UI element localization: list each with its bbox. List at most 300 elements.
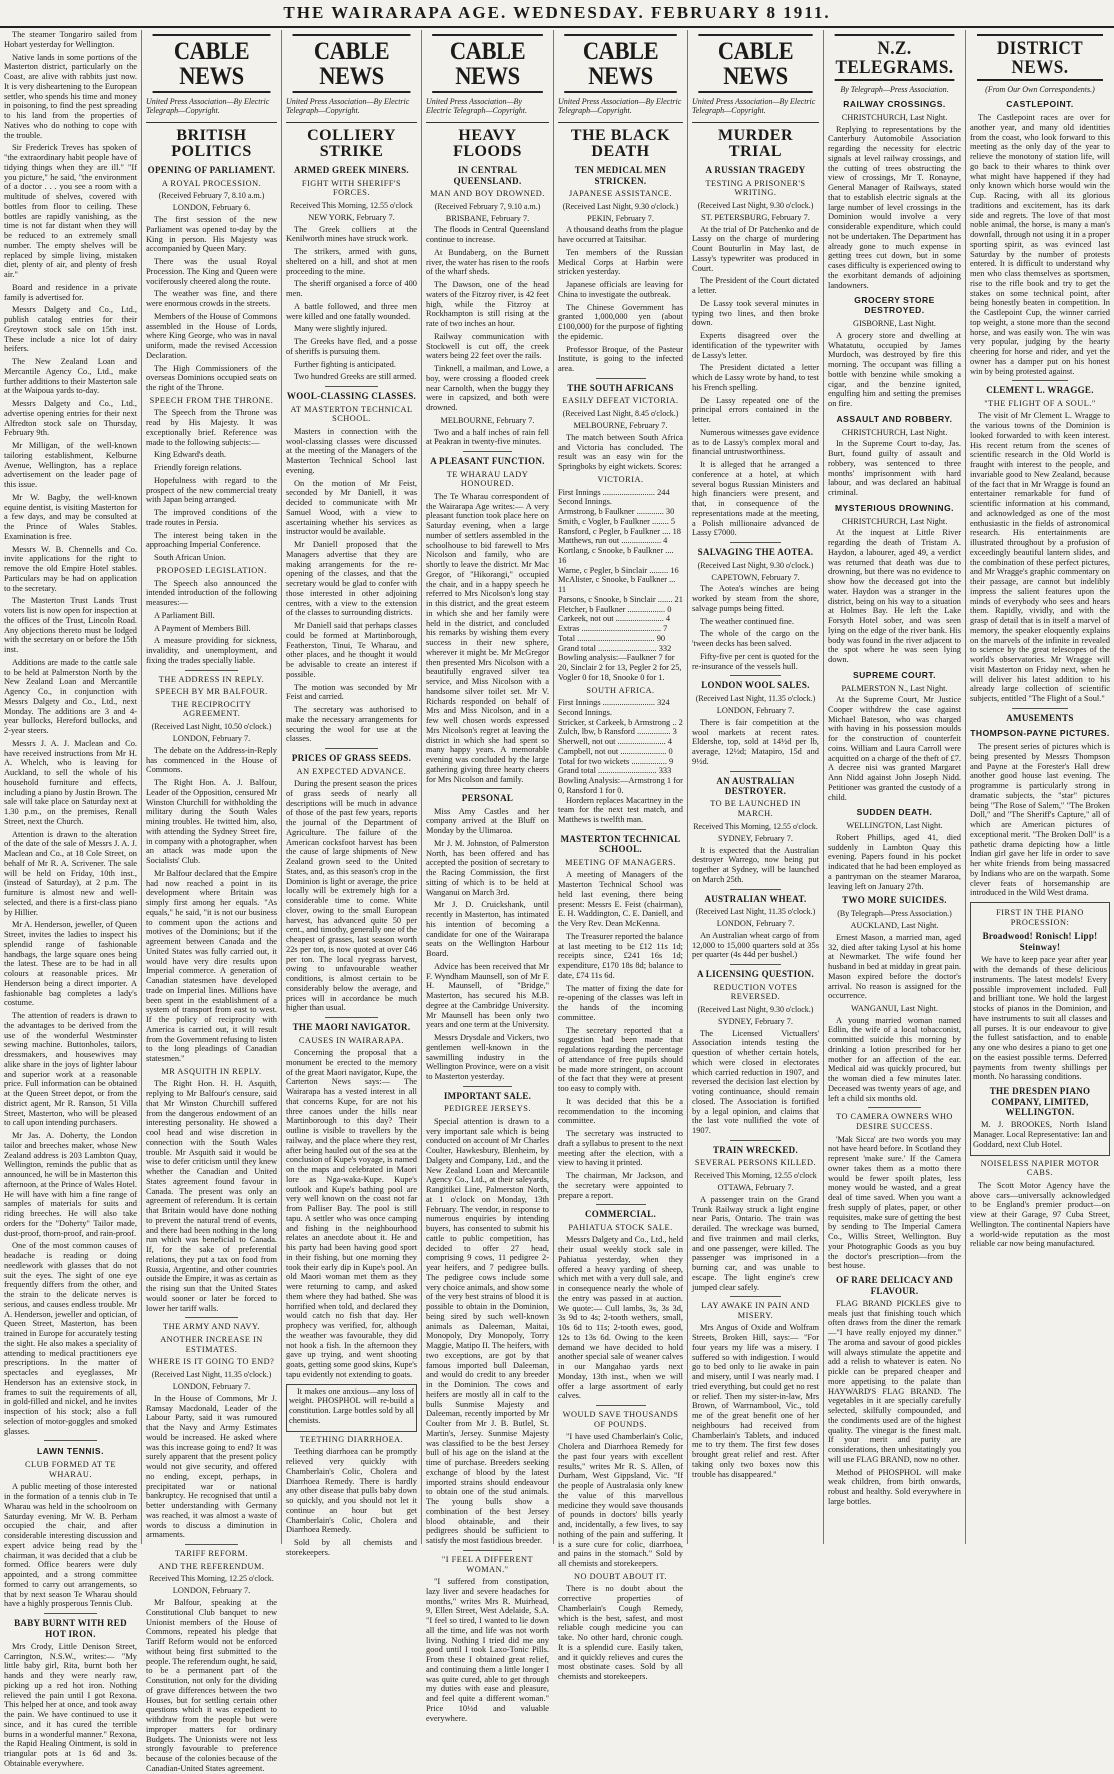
story-paragraph: Experts disagreed over the identification of the typewriter with de Lassy's letter.: [692, 331, 819, 360]
story-paragraph: Mr Daniell proposed that the Managers advertise that they are making arrangements for the re-opening of the classes, and that the secretary would be glad to confer with those interested in other adjoining centres, with a view to the extension of the classes to surrounding districts.: [286, 540, 417, 618]
divider: [44, 1440, 97, 1441]
story-paragraph: The first session of the new Parliament was opened to-day by the King in person. His Majesty was accompanied by Queen Mary.: [146, 215, 277, 254]
subheading: GROCERY STORE DESTROYED.: [854, 295, 935, 316]
story-paragraph: The debate on the Address-in-Reply has commenced in the House of Commons.: [146, 745, 277, 775]
story-paragraph: The floods in Central Queensland continue to increase.: [426, 225, 549, 245]
story-paragraph: Board and residence in a private family is advertised for.: [4, 282, 137, 302]
story-paragraph: At the inquest at Little River regarding the death of Tristam A. Haydon, a labourer, aged 49, a verdict was returned that death was due to drowning, but there was no evidence to show how the deceased got into the water. Haydon was a stranger in the district, being on his way to a situation at Holmes Bay. He left the Lake Forsyth Hotel sober, and was seen lying on the edge of the river bank. His body was found in the river adjacent to the spot where he was seen lying down.: [828, 528, 961, 664]
story-paragraph: The weather continued fine.: [700, 616, 794, 626]
story-paragraph: "I suffered from constipation, lazy liver and severe headaches for months," writes Mrs R. Muirhead, 9, Ellen Street, West Adelaide, S.A. "I feel so tired, I wanted to lie down all the time, and life was not worth living. Nothing I tried did me any good until I took Laxo-Tonic Pills. From these I obtained great relief, and continuing them a little longer I was quite cured, able to get through my duties with ease and pleasure, and feel quite a different woman." Price 10½d and valuable everywhere.: [426, 1577, 549, 1723]
received-line: (Received Last Night, 9.30 o'clock.): [697, 560, 814, 570]
story-body: [426, 807, 549, 1082]
story-paragraph: A meeting of Managers of the Masterton Technical School was held last evening, there being present: Messrs E. Feist (chairman), E. H. Waddington, C. E. Daniell, and the Very Rev. Dean McKenna.: [558, 870, 683, 929]
cable-news-banner: CABLE NEWS: [293, 34, 411, 93]
story-paragraph: A young married woman named Edlin, the wife of a local tobacconist, committed suicide this morning by drinking a lotion prescribed for her mother for an affection of the ear. Medical aid was quickly procured, but the woman died a few minutes later. Deceased was twenty years of age, and left a child six months old.: [828, 1015, 961, 1103]
story-paragraph: Mr Jas. A. Doherty, the London tailor and breeches maker, whose New Zealand address is 203 Lambton Quay, Wellington, reminds the public that as announced, he will be in Masterton this afternoon, at the Prince of Wales Hotel. He will have with him a fine range of samples of materials for suits and riding breeches. He will also take orders for the "Doherty" Tailor made, dust-proof, thorn-proof, and rain-proof.: [4, 1131, 137, 1238]
story-paragraph: It is alleged that he arranged a conference at a hotel, at which several bogus Russian Ministers and high financiers were present, and that, in consequence of the representations made at the meeting, a Polish millionaire advanced de Lassy £7000.: [692, 460, 819, 538]
ad-text: We have to keep pace year after year with the demands of these delicious instruments. The latest models! Every possible improvement included. Full and brilliant tone. We hold the largest stocks of pianos in the Dominion, and have instruments to suit all classes and all purses. It is our endeavour to give the fullest satisfaction, and to enable any one who desires a piano to get one on the easiest possible terms. Deferred payments from twenty shillings per month. No harassing conditions.: [973, 955, 1107, 1082]
subheading: COMMERCIAL.: [584, 1209, 657, 1220]
subheading: "I FEEL A DIFFERENT WOMAN.": [441, 1554, 534, 1574]
subheading: "THE FLIGHT OF A SOUL.": [984, 398, 1096, 408]
divider: [463, 788, 512, 789]
story-paragraph: A passenger train on the Grand Trunk Railway struck a light engine near Paris, Ontario. The train was derailed. The wreckage was burned, and five trainmen and mail clerks, and one passenger, were killed. The passenger was imprisoned in a burning car, and was unable to escape. The light engine's crew jumped clear safely.: [692, 1194, 819, 1292]
story-paragraph: The Right Hon. H. H. Asquith, replying to Mr Balfour's censure, said that Mr Winston Churchill suffered from the dangerous endowment of an interesting personality. He showed a cool head and wise discretion in connection with the South Wales trouble. Mr Asquith said it would be wise to defer criticism until they knew whether the Canadian and United States agreement found favour in Canada. The present was only an agreement of referendum. It is certain that Britain would have done nothing to prevent the natural trend of events, and there had been nothing in the long run which was beneficial to Canada. If, for the sake of preferential relations, they put a tax on food from Russia, Argentine, and other countries outside the Empire, it was as certain as the rising sun that the United States would sooner or later be forced to lower her tariff walls.: [146, 1079, 277, 1313]
received-line: Received This Morning, 12.25 o'clock.: [149, 1574, 274, 1584]
phosphol-ad: [286, 1384, 417, 1432]
subheading: LONDON WOOL SALES.: [701, 680, 810, 691]
subheading: TARIFF REFORM.: [174, 1549, 249, 1558]
divider: [463, 1550, 512, 1551]
dateline: MELBOURNE, February 7.: [440, 415, 535, 425]
dateline: LONDON, February 6.: [172, 203, 251, 213]
piano-ad: [970, 902, 1110, 1155]
subheading: RAILWAY CROSSINGS.: [843, 99, 946, 110]
subheading: TEETHING DIARRHOEA.: [299, 1434, 404, 1444]
dateline: WANGANUI, Last Night.: [850, 1004, 939, 1013]
story-paragraph: The match between South Africa and Victoria has concluded. The result was an easy win for the Springboks by eight wickets. Scores:: [558, 432, 683, 472]
story-paragraph: Parsons, c Snooke, b Sinclair ....... 21: [558, 594, 683, 604]
story-paragraph: Fifty-five per cent is quoted for the re-insurance of the vessels hull.: [692, 651, 819, 671]
story-paragraph: Numerous witnesses gave evidence as to de Lassy's complex moral and financial untrustworthiness.: [692, 427, 819, 457]
divider: [730, 889, 781, 890]
agency-line: United Press Association—By Electric Telegraph—Copyright.: [146, 97, 270, 116]
dateline: SYDNEY, February 7.: [718, 833, 793, 843]
received-line: (Received Last Night, 9.30 o'clock.): [562, 201, 679, 211]
subheading: IMPORTANT SALE.: [443, 1090, 532, 1101]
story-paragraph: The interest being taken in the approaching Imperial Conference.: [146, 530, 277, 550]
story-paragraph: First Innings ......................... 324: [558, 698, 670, 708]
column-local-notes: [0, 30, 141, 1768]
subheading: THE ARMY AND NAVY.: [163, 1322, 260, 1332]
agency-line: United Press Association—By Electric Telegraph—Copyright.: [692, 97, 816, 116]
story-paragraph: It was decided that this be a recommendation to the incoming committee.: [558, 1096, 683, 1126]
subheading: AND THE REFERENDUM.: [158, 1561, 265, 1571]
divider: [185, 1544, 237, 1545]
dateline: MELBOURNE, February 7.: [573, 421, 668, 431]
story-paragraph: An Australian wheat cargo of from 12,000 to 15,000 quarters sold at 35s per quarter (4s 44d per bushel.): [692, 930, 819, 960]
story-paragraph: Railway communication with Stockwell is cut off, the creek waters being 22 feet over the rails.: [426, 331, 549, 361]
story-paragraph: Second Innings.: [558, 497, 612, 507]
subheading: IN CENTRAL QUEENSLAND.: [453, 165, 522, 186]
story-paragraph: Sir Frederick Treves has spoken of "the extraordinary habit people have of tidying things when they are ill." "If you picture," he said, "the environment of a doctor . . . you see a room with a multitude of shelves, covered with bottles from floor to ceiling. These bottles are rapidly vanishing, as the time is not far distant when they will be reduced to an extremely small number. The empty shelves will be replaced by simple living, mistaken diet, plenty of air, and plenty of fresh air.": [4, 143, 137, 279]
divider: [868, 1107, 921, 1108]
subheading: PAHIATUA STOCK SALE.: [568, 1222, 673, 1232]
divider: [185, 670, 237, 671]
ad-heading: FIRST IN THE PIANO PROCESSION:: [996, 908, 1084, 927]
cable-news-banner: CABLE NEWS: [564, 34, 677, 93]
story-paragraph: The motion was seconded by Mr Feist and carried.: [286, 682, 417, 702]
column-murder-trial: [687, 30, 823, 1544]
story-paragraph: Messrs Dalgety and Co., Ltd., publish catalog entries for their Greytown stock sale on 15th inst. These include a nice lot of dairy heifers.: [4, 305, 137, 354]
subheading: SUDDEN DEATH.: [856, 807, 933, 818]
story-paragraph: One of the most common causes of headache is reading or doing needlework with glasses that do not suit the eyes. The sight of one eye frequently differs from the other, and the strain to the delicate nerves is serious, and causes endless trouble. Mr A. Henderson, jeweller and optician, of Queen Street, Masterton, has been trained in Europe for accurately testing the sight. He also makes a speciality of attending to medical practitioners eye prescriptions. In the matter of spectacles and eyeglasses, Mr Henderson has an extensive stock, in frames to suit the requirements of all, in gold-filled and nickel, and he invites inspection of his stock; also a full selection of motor-goggles and smoked glasses.: [4, 1241, 137, 1436]
column-heavy-floods: [421, 30, 553, 1723]
story-paragraph: The steamer Tongariro sailed from Hobart yesterday for Wellington.: [4, 30, 137, 49]
headline: BRITISH POLITICS: [146, 122, 277, 162]
dateline: WELLINGTON, Last Night.: [846, 821, 943, 831]
subheading: CLEMENT L. WRAGGE.: [986, 385, 1094, 396]
cable-news-banner: CABLE NEWS: [698, 34, 812, 93]
tennis-heading: LAWN TENNIS.: [37, 1446, 104, 1457]
subheading: SPEECH FROM THE THRONE.: [149, 395, 274, 405]
district-news-banner: DISTRICT NEWS.: [977, 34, 1103, 81]
story-paragraph: Friendly foreign relations.: [154, 463, 242, 473]
story-paragraph: The New Zealand Loan and Mercantile Agency Co., Ltd., make further additions to their Masterton sale at the Waipoua yards to-day.: [4, 357, 137, 396]
divider: [596, 829, 646, 830]
story-paragraph: Mrs Angus of Oxide and Wolfram Streets, Broken Hill, says:— "For four years my life was a misery. I suffered so with indigestion. I would go to bed only to lie awake in pain and misery, until I was nearly mad. I tried everything, but could get no rest or relief. Then my sister-in-law, Mrs Brown, of Warrnambool, Vic., told me of the great benefit one of her neighbours had received from Chamberlain's Tablets, and induced me to try them. The first few doses brought great relief and rest. After taking only two boxes now this trouble has disappeared.": [692, 1323, 819, 1479]
story-paragraph: The improved conditions of the trade routes in Persia.: [146, 508, 277, 527]
divider: [730, 1140, 781, 1141]
subheading: JAPANESE ASSISTANCE.: [568, 189, 673, 198]
received-line: (Received February 7, 8.10 a.m.): [158, 191, 265, 201]
story-paragraph: Mr Daniell said that perhaps classes could be formed at Martinborough, Featherston, Tinui, Te Wharau, and other places, and he thought it would be advisable to create an interest if possible.: [286, 621, 417, 679]
story-paragraph: The strikers, armed with guns, sheltered on a hill, and shot at men proceeding to the mine.: [286, 247, 417, 276]
story-body: [558, 225, 683, 374]
story-paragraph: Professor Broque, of the Pasteur Institute, is going to the infected area.: [558, 344, 683, 374]
story-paragraph: The weather was fine, and there were enormous crowds in the streets.: [146, 289, 277, 309]
story-paragraph: Masters in connection with the wool-classing classes were discussed at the meeting of the Managers of the Masterton Technical School last evening.: [286, 426, 417, 475]
story-paragraph: Sherwell, not out ....................... 4: [558, 737, 672, 747]
story-paragraph: Fletcher, b Faulkner .................. 0: [558, 604, 672, 614]
story-body: [146, 746, 277, 1064]
subheading: SUPREME COURT.: [852, 669, 937, 680]
subheading: A ROYAL PROCESSION.: [161, 178, 262, 188]
story-paragraph: Total ..................................... 90: [558, 633, 666, 643]
subheading: WHERE IS IT GOING TO END?: [148, 1357, 275, 1367]
story-paragraph: Miss Amy Castles and her company arrived at the Bluff on Monday by the Ulimaroa.: [426, 806, 549, 836]
dateline: CHRISTCHURCH, Last Night.: [841, 113, 948, 123]
divider: [596, 378, 646, 379]
subheading: OPENING OF PARLIAMENT.: [147, 165, 276, 176]
story-paragraph: Zulch, lbw, b Ransford ................ 3: [558, 727, 677, 737]
story-body: [692, 584, 819, 671]
story-paragraph: FLAG BRAND PICKLES give to meals just that finishing touch which often draws from the diner the remark—"I have really enjoyed my dinner." The aroma and savour of good pickles will always stimulate the appetite and add a relish to whatever is eaten. No pickle can be prepared cheaper and more appetising to the palate than HAYWARD'S FLAG BRAND. The vegetables in it are specially carefully selected, skilfully compounded, and the condiments used are of the highest quality. The vinegar is the finest malt. If your merit and purity are considerations, then unhesitatingly you will use FLAG BRAND, now no other.: [828, 1298, 961, 1464]
subheading: THE ADDRESS IN REPLY.: [158, 674, 265, 684]
story-paragraph: Ernest Mason, a married man, aged 32, died after taking Lysol at his home at Newmarket. The wife found her husband in bed at midday in great pain. Mason expired before the doctor's arrival. No reason is assigned for the occurrence.: [828, 932, 961, 1001]
column-british-politics: [141, 30, 281, 1773]
story-paragraph: "I have used Chamberlain's Colic, Cholera and Diarrhoea Remedy for the past four years with excellent results," writes Mr R. S. Allen, of Durham, West Gippsland, Vic. "If the people of Australasia only knew the value of this marvellous medicine they would save thousands of pounds in doctors' bills yearly and, incidentally, a few lives, to say nothing of the pain and suffering. It is a sure cure for colic, diarrhoea, and pains in the stomach." Sold by all chemists and storekeepers.: [558, 1432, 683, 1569]
story-paragraph: At Bundaberg, on the Burnett river, the water has risen to the roofs of the wharf sheds.: [426, 247, 549, 277]
dateline: PALMERSTON N., Last Night.: [841, 683, 948, 693]
subheading: TE WHARAU LADY HONOURED.: [446, 469, 529, 489]
story-body: [146, 579, 277, 666]
story-body: [426, 225, 549, 413]
story-paragraph: In the House of Commons, Mr J. Ramsay Macdonald, Leader of the Labour Party, said it was rumoured that the Navy and Army Estimates would be increased. He asked where was this increase going to end? It was surely apparent that the present policy would not give security, and offered no ending, except, perhaps, in precipitated war or national bankruptcy. He recognised that until a better understanding with Germany was reached, it was almost a waste of words to discuss a diminution in armaments.: [146, 1393, 277, 1540]
agency-line: United Press Association—By Electric Telegraph—Copyright.: [426, 97, 528, 116]
story-paragraph: De Lassy repeated one of the principal errors contained in the letter.: [692, 395, 819, 425]
story-paragraph: Many were slightly injured.: [294, 324, 388, 334]
story-paragraph: Total for two wickets ................. 9: [558, 756, 674, 766]
received-line: Received This Morning, 12.55 o'clock.: [693, 821, 818, 831]
story-paragraph: At the trial of Dr Patchenko and de Lassy on the charge of murdering Count Bouturlin in May last, de Lassy's typewriter was produced in Court.: [692, 224, 819, 273]
divider: [730, 771, 781, 772]
subheading: VICTORIA.: [597, 474, 644, 484]
story-paragraph: South African Union.: [154, 553, 226, 563]
story-paragraph: The attention of readers is drawn to the advantages to be derived from the use of the wonderful Westminster sewing machine. Buttonholes, tailors, dressmakers, and housewives may alike share in the joys of lighter labour and superior work at a reasonable price. Full information can be obtained at the Queen Street depot, or from the district agent, Mr R. Ranson, 51 Villa Street, Masterton, who will be pleased to call upon intending purchasers.: [4, 1011, 137, 1128]
subheading: THE MAORI NAVIGATOR.: [292, 1022, 411, 1033]
ad-company: THE DRESDEN PIANO COMPANY, LIMITED, WELLINGTON.: [989, 1086, 1091, 1117]
story-paragraph: A measure providing for sickness, invalidity, and unemployment, and fixing the trades specially liable.: [146, 636, 277, 665]
subheading: WOOL-CLASSING CLASSES.: [286, 391, 417, 402]
subheading: EASILY DEFEAT VICTORIA.: [562, 396, 679, 406]
story-paragraph: Members of the House of Commons assembled in the House of Lords, where King George, who was in naval uniform, made the revised Accession Declaration.: [146, 311, 277, 360]
story-paragraph: Hopefulness with regard to the prospect of the new commercial treaty with Japan being arranged.: [146, 475, 277, 505]
subheading: A LICENSING QUESTION.: [696, 969, 815, 980]
dateline: GISBORNE, Last Night.: [853, 319, 936, 329]
story-paragraph: De Lassy took several minutes in typing two lines, and then broke down.: [692, 298, 819, 328]
divider: [44, 1613, 97, 1614]
subheading: AT MASTERTON TECHNICAL SCHOOL.: [290, 404, 413, 424]
dateline: ST. PETERSBURG, February 7.: [701, 213, 810, 223]
headline: HEAVY FLOODS: [426, 122, 549, 162]
tennis-story: [4, 1482, 137, 1609]
story-paragraph: A Payment of Members Bill.: [154, 623, 251, 633]
divider: [185, 1317, 237, 1318]
agency-line: By Telegraph—Press Association.: [840, 85, 949, 94]
story-paragraph: Sold by all chemists and storekeepers.: [286, 1538, 417, 1557]
story-paragraph: Method of PHOSPHOL will make weak children, from birth onwards, robust and healthy. Sold everywhere in large bottles.: [828, 1467, 961, 1506]
agency-line: United Press Association—By Electric Telegraph—Copyright.: [558, 97, 682, 116]
dateline: CHRISTCHURCH, Last Night.: [841, 427, 948, 437]
subheading: TWO MORE SUICIDES.: [842, 895, 947, 906]
dateline: OTTAWA, February 7.: [717, 1183, 794, 1193]
story-paragraph: There is no doubt about the corrective properties of Chamberlain's Cough Remedy, which is the best, safest, and most reliable cough medicine you can take. No other hard, chronic cough. It is a splendid cure. Easily taken, and it quickly relieves and cures the most obstinate cases. Sold by all chemists and storekeepers.: [558, 1584, 683, 1682]
story-paragraph: Carkeek, not out ....................... 4: [558, 614, 671, 624]
story-paragraph: The whole of the cargo on the 'tween decks has been salved.: [692, 629, 819, 649]
story-paragraph: Armstrong, b Faulkner ............. 30: [558, 507, 675, 517]
subheading: TO BE LAUNCHED IN MARCH.: [710, 799, 801, 819]
story-paragraph: Campbell, not out ...................... 0: [558, 746, 673, 756]
baby-story: Mrs Crody, Little Denison Street, Carrington, N.S.W., writes:— "My little baby girl, Rita, burnt both her hands and they were nearly raw, picking up a red hot iron. Nothing relieved the pain until I got Rexona. This helped her at once, and took away the pain. We have continued to use it since, and it has cured the terrible burns in a wonderful manner." Rexona, the Rapid Healing Ointment, is sold in triangular pots at 1s 6d and 3s. Obtainable everywhere.: [4, 1641, 137, 1768]
divider: [730, 1296, 781, 1297]
masthead: [0, 0, 1114, 28]
story-paragraph: During the present season the prices of grass seeds of nearly all descriptions will be much in advance of those of the past few years, reports the journal of the Department of Agriculture. The failure of the American cocksfoot harvest has been the cause of large shipments of New Zealand grown seed to the United States, and, as this season's crop in the Dominion is light or average, the price locally will be extremely high for a considerable time to come. White clover, owing to the small European harvest, has advanced quite 50 per cent., and timothy, generally one of the cheapest of grasses, last season worth 22s per ton, is now quoted at over £46 per ton. The local ryegrass harvest, owing to unfavourable weather conditions, is almost certain to be considerably below the average, and prices will in accordance be much higher than usual.: [286, 779, 417, 1013]
subheading: PRICES OF GRASS SEEDS.: [291, 753, 412, 764]
story-paragraph: Teething diarrhoea can be promptly relieved very quickly with Chamberlain's Colic, Cholera and Diarrhoea Remedy. There is hardly any other disease that pulls baby down so quickly, and you should not let it continue an hour but get Chamberlain's Colic, Cholera and Diarrhoea Remedy.: [286, 1447, 417, 1535]
story-paragraph: Mr Balfour declared that the Empire had now reached a point in its development where Britain was simply first among her equals. "As equals," he said, "it is not our business to comment upon the actions and motives of the Dominions; but if the agreement between Canada and the United States was fully carried out, it would have very dire results upon Imperial commerce. A generation of Canadian statesmen have developed trade on Imperial lines. Millions have been spent in the establishment of a system of transport from east to west. If the policy of reciprocity with America is carried out, it will result from the Government refusing to listen to the long pleadings of Canadian statesmen.": [146, 868, 277, 1064]
headline: COLLIERY STRIKE: [286, 122, 417, 162]
story-paragraph: The Licensed Victuallers' Association intends testing the question of whether certain hotels, which were closed in electorates which carried reduction in 1907, and reversed the decision last election by voting continuance, should remain closed. The Association is fortified by a legal opinion, and claims that the last vote nullified the vote of 1907.: [692, 1028, 819, 1136]
story-paragraph: Tinknell, a mailman, and Lowe, a boy, were crossing a flooded creek near Carnolth, when the buggy they were in capsized, and both were drowned.: [426, 364, 549, 413]
dateline: AUCKLAND, Last Night.: [850, 921, 939, 931]
story-paragraph: Messrs W. B. Chennells and Co. invite applications for the right to remove the old Empire Hotel stables. Particulars may be had on application to the secretary.: [4, 544, 137, 593]
subheading: A PLEASANT FUNCTION.: [430, 456, 545, 467]
story-paragraph: Mr J. M. Johnston, of Palmerston North, has been offered and has accepted the position of secretary to the Racing Commission, the first sitting of which is to be held at Wanganui on March 3rd.: [426, 838, 549, 897]
story-paragraph: There was the usual Royal Procession. The King and Queen were vociferously cheered along the route.: [146, 257, 277, 286]
story-paragraph: The Speech from the Throne was read by His Majesty. It was exceptionally brief. Reference was made to the following subjects:—: [146, 408, 277, 447]
story-body: [692, 225, 819, 539]
story-paragraph: The Chinese Government has granted 1,000,000 yen (about £100,000) for the purpose of fighting the epidemic.: [558, 302, 683, 341]
subheading: SEVERAL PERSONS KILLED.: [694, 1158, 817, 1168]
story-paragraph: The chairman, Mr Jackson, and the secretary were appointed to prepare a report.: [558, 1171, 683, 1200]
cable-news-banner: CABLE NEWS: [153, 34, 271, 93]
story-paragraph: Bowling Analysis:—Armstrong 1 for 0, Ransford 1 for 0.: [558, 776, 683, 795]
story-paragraph: Robert Phillips, aged 41, died suddenly in Lambton Quay this evening. Papers found in his pocket indicated that he had been employed as a pantryman on the steamer Mararoa, leaving left on January 27th.: [828, 832, 961, 891]
story-paragraph: Second Innings.: [558, 707, 612, 717]
story-paragraph: In the Supreme Court to-day, Jas. Burt, found guilty of assault and robbery, was sentenced to three months' imprisonment with hard labour, and was declared an habitual criminal.: [828, 439, 961, 498]
ad-brands: Broadwood! Ronisch! Lipp! Steinway!: [982, 931, 1098, 952]
story-paragraph: Special attention is drawn to a very important sale which is being conducted on account of Mr Charles Coulter, Hawkesbury, Blenheim, by Dalgety and Company, Ltd., and the New Zealand Loan and Mercantile Agency Co., Ltd., at their saleyards, Rangitikei Line, Palmerston North, at 1 o'clock on Monday, 13th February. The vendor, in response to numerous enquiries by intending buyers, has consented to submit his cattle to public competition, has decided to offer 27 head, comprising 9 cows, 11 pedigree 2-year heifers, and 7 pedigree bulls. The pedigree cows include some very choice animals, and show some of the very best strains of blood it is possible to obtain in the Dominion, being sired by such well-known animals as Daleeman, Maitai, Monopoly, Dry Monopoly, Torry Maggie, Matipo II. The heifers, with two exceptions, are got by that famous imported bull Daleeman, and would do credit to any breeder in the Dominion. The cows and heifers are mostly all in calf to the bulls Sunmise Majesty and Daleeman, recently imported by Mr Coulter from Mr J. B. Butlel, St. Martin's, Jersey. Sunmise Majesty was classified to be the best Jersey bull of his age on the island at the time of purchase. Breeders seeking exchange of blood by the latest imported strains should endeavour to obtain one of the stud animals. The young bulls show a combination of the best Jersey blood obtainable, and their pedigrees should be sufficient to satisfy the most fastidious breeder.: [426, 1116, 549, 1546]
story-paragraph: Mr W. Bagby, the well-known equine dentist, is visiting Masterton for a few days, and may be consulted at the Prince of Wales Stables. Examination is free.: [4, 492, 137, 541]
story-paragraph: The Speech also announced the intended introduction of the following measures:—: [146, 578, 277, 608]
subheading: THOMPSON-PAYNE PICTURES.: [970, 728, 1110, 739]
subheading: AUSTRALIAN WHEAT.: [704, 893, 807, 904]
subheading: MYSTERIOUS DROWNING.: [834, 502, 955, 513]
subheading: CAUSES IN WAIRARAPA.: [298, 1035, 405, 1045]
story-paragraph: The present series of pictures which is being presented by Messrs Thompson and Payne at the Forester's Hall drew another good house last evening. The programme is particularly strong in dramatic subjects, the "star" pictures being "The Rose of Salem," "The Broken Doll," and "The Sheriff's Capture," all of which are American pictures of exceptional merit. "The Broken Doll" is a pathetic drama depicting how a little Indian girl gave her life in order to save her white friends from being massacred by Indians who are on the warpath. Some clever feats of horsemanship are introduced in the Wild West drama.: [970, 742, 1110, 898]
subheading: WOULD SAVE THOUSANDS OF POUNDS.: [562, 1410, 679, 1429]
story-paragraph: Concerning the proposal that a monument be erected to the memory of the great Maori navigator, Kupe, the Carterton News says:— The Wairarapa has a vested interest in all that concerns Kupe, for are not his three canoes under the hills near Martinborough to this day? Their outline is visible to travellers by the railway, and the place where they rest, after being hauled out of the sea at the conclusion of Kupe's voyage, is named on the maps and celebrated in Maori lore as Nga-waka-Kupe. Kupe's outlook and Kupe's bathing pool are very well known on the coast not far from Palliser Bay. The pool is still tapu. A settler who was once camping and fishing in the neighbourhood relates an anecdote about it. He and his party had been having good sport in their fishing, but one morning they took their early dip in Kupe's pool. An old Maori woman met them as they were returning to camp, and asked them where they had bathed. She was horrified when told, and declared they would catch no fish that day. Her prophecy was verified, for, although the weather was favourable, they did not hook a fish. In the afternoon they gave up trying, and went shooting goats, getting some good skins, Kupe's tapu evidently not extending to goats.: [286, 1048, 417, 1379]
dateline: CAPETOWN, February 7.: [711, 572, 800, 582]
story-paragraph: A grocery store and dwelling at Whatatutu, occupied by James Murdoch, was destroyed by fire this morning. The occupant was filling a bottle with benzine while smoking a cigar, and the benzine ignited, engulfing him and setting the premises on fire.: [828, 330, 961, 409]
story-paragraph: Messrs Drysdale and Vickers, two gentlemen well-known in the sawmilling industry in the Wellington Province, were on a visit to Masterton yesterday.: [426, 1033, 549, 1082]
subheading: CASTLEPOINT.: [1006, 99, 1074, 110]
story-paragraph: The Treasurer reported the balance at last meeting to be £12 11s 1d; receipts since, £241 16s 1d; expenditure, £170 18s 8d; balance to date, £74 11s 6d.: [558, 931, 683, 980]
cable-news-banner: CABLE NEWS: [432, 34, 543, 93]
story-paragraph: Messrs J. A. J. Maclean and Co. have received instructions from Mr H. A. Whelch, who is leaving for Auckland, to sell the whole of his household furniture and effects, including a piano by Justin Brown. The sale will take place on Saturday next at 1.30 p.m., on the premises, Renall Street, next the Church.: [4, 738, 137, 826]
story-paragraph: King Edward's death.: [154, 450, 226, 460]
story-paragraph: Messrs Dalgety and Co., Ltd., advertise opening entries for their next Alfredton stock sale on Thursday, February 9th.: [4, 399, 137, 438]
divider: [325, 1017, 377, 1018]
story-paragraph: Two and a half inches of rain fell at Peakran in twenty-five minutes.: [426, 427, 549, 447]
subheading: TO CAMERA OWNERS WHO DESIRE SUCCESS.: [836, 1112, 953, 1131]
subheading: ASSAULT AND ROBBERY.: [836, 413, 953, 424]
received-line: (Received February 7, 9.10 a.m.): [434, 201, 541, 211]
story-paragraph: Warne, c Pegler, b Sinclair ......... 16: [558, 565, 679, 575]
masthead-title: THE WAIRARAPA AGE. WEDNESDAY. FEBRUARY 8 1911.: [283, 3, 831, 22]
story-paragraph: First Innings ......................... 244: [558, 487, 670, 497]
story-paragraph: Two hundred Greeks are still armed.: [294, 372, 417, 382]
subheading: SALVAGING THE AOTEA.: [697, 547, 814, 558]
story-paragraph: The visit of Mr Clement L. Wragge to the various towns of the Dominion is looked forwarded to with keen interest. His recent return from the scenes of scientific research in the Old World is fraught with interest to the people, and invariable good to New Zealand, because of the fact that in Mr Wragge is found an entertainer remarkable for fund of scientific information at his command, and acknowledged as one of the most enthusiastic in the fields of astronomical research. His entertainments are illustrated throughout by a profusion of exceedingly beautiful lantern slides, and the combination of these perfect pictures, and Mr Wragge's graphic commentary on their passage, are cannot but indelibly impress the salient features upon the minds of everybody who sees and hears them. Rapidly, vividly, and with the grasp of detail that is in itself a marvel of memory, the speaker eloquently explains on the marvels of the infinite in revealed to science by the great telescopes of the world's observatories. Mr Wragge will visit Masterton on Friday next, when he will deliver his latest addition to his already large collection of scientific subjects, entitled "The Flight of a Soul.": [970, 411, 1110, 704]
story-paragraph: Replying to representations by the Canterbury Automobile Association regarding the necessity for electric signals at level railway crossings, and the cutting of trees obstructing the view of crossings, Mr T. Ronayne, General Manager of Railways, stated that to establish electric signals at the large number of level crossings in the Dominion would involve a very considerable expenditure, which could not be undertaken. The Department has already gone to much expense in getting trees cut down, but in some cases difficulty is experienced owing to the exorbitant demands of adjoining landowners.: [828, 124, 961, 290]
subheading: THE SOUTH AFRICANS: [567, 382, 674, 393]
story-paragraph: The Greek colliers at the Kenilworth mines have struck work.: [286, 224, 417, 244]
story-paragraph: 'Mak Sicca' are two words you may not have heard before. In Scotland they represent 'make sure.' If the Camera owner takes them as a motto there would be fewer spoilt plates, less money would be wasted, and a great deal of time saved. When you want a fresh supply of plates, paper, or other requisites, make sure of getting the best by sending to The Imperial Camera Co., Willis Street, Wellington. Buy your Photographic Goods as you buy the doctor's prescription—from the best house.: [828, 1134, 961, 1271]
story-paragraph: Extras ...................................... 7: [558, 624, 668, 634]
subheading: AMUSEMENTS: [1006, 712, 1074, 723]
story-paragraph: The President dictated a letter which de Lassy wrote by hand, to test his French spelling.: [692, 363, 819, 392]
local-notes: [4, 30, 137, 1436]
dateline: BRISBANE, February 7.: [445, 213, 530, 223]
agency-line: (From Our Own Correspondents.): [985, 85, 1095, 94]
nz-telegrams-banner: N.Z. TELEGRAMS.: [835, 34, 955, 81]
story-paragraph: The Aotea's winches are being worked by steam from the shore, salvage pumps being fitted.: [692, 584, 819, 613]
headline: THE BLACK DEATH: [558, 122, 683, 162]
subheading: MEETING OF MANAGERS.: [565, 857, 676, 867]
subheading: NOISELESS NAPIER MOTOR CABS.: [980, 1158, 1100, 1178]
story-paragraph: Ransford, c Pegler, b Faulkner .... 18: [558, 526, 681, 536]
subheading: NO DOUBT ABOUT IT.: [574, 1571, 667, 1581]
story-paragraph: Stricker, st Carkeek, b Armstrong .. 2: [558, 717, 683, 727]
story-body: [286, 427, 417, 744]
divider: [463, 1086, 512, 1087]
subheading: LAY AWAKE IN PAIN AND MISERY.: [701, 1301, 810, 1320]
story-paragraph: At the Supreme Court, Mr Justice Cooper withdrew the case against Michael Bateson, who was charged with having in his possession moulds for the construction of counterfeit coins. William and Laura Carroll were acquitted on a charge of the theft of £7. A decree nisi was granted Margaret Ann Nidd against John Joseph Nidd. Petitioner was granted the custody of a child.: [828, 695, 961, 802]
received-line: Received This Morning, 12.55 o'clock: [290, 200, 413, 210]
story-paragraph: Kortlang, c Snooke, b Faulkner .... 16: [558, 546, 674, 565]
received-line: Received This Morning, 12.55 o'clock: [694, 1170, 817, 1180]
subheading: SOUTH AFRICA.: [586, 685, 655, 695]
column-colliery-strike: [281, 30, 421, 1557]
received-line: (Received Last Night, 9.30 o'clock.): [697, 1004, 814, 1014]
subheading: ARMED GREEK MINERS.: [294, 165, 409, 176]
divider: [325, 386, 377, 387]
dateline: LONDON, February 7.: [172, 734, 251, 744]
story-paragraph: A thousand deaths from the plague have occurred at Taitsihar.: [558, 225, 683, 245]
divider: [596, 1405, 646, 1406]
story-paragraph: Additions are made to the cattle sale to be held at Palmerston North by the New Zealand Loan and Mercantile Agency Co., in conjunction with Messrs Dalgety and Co., Ltd., next Monday. The additions are 3 and 4-year bullocks, Hereford bullocks, and 2-year steers.: [4, 657, 137, 735]
story-paragraph: The Masterton Trust Lands Trust voters list is now open for inspection at the offices of the Trust, Lincoln Road. Any objections thereto must be lodged with the secretary on or before the 15th inst.: [4, 596, 137, 654]
story-paragraph: A public meeting of those interested in the formation of a tennis club in Te Wharau was held in the schoolroom on Saturday evening. Mr W. B. Perham occupied the chair, and after considerable interesting discussion and expert advice being read by the chairman, it was decided that a club be formed. Office bearers were duly appointed, and a strong committee formed to carry out arrangements, so that by next season Te Wharau should have a highly prosperous Tennis Club.: [4, 1482, 137, 1609]
subheading: PEDIGREE JERSEYS.: [444, 1104, 531, 1114]
story-paragraph: The matter of fixing the date for re-opening of the classes was left in the hands of the incoming committee.: [558, 983, 683, 1022]
story-paragraph: The secretary was instructed to draft a syllabus to present to the next meeting after the election, with a view to having it printed.: [558, 1129, 683, 1168]
story-paragraph: Advice has been received that Mr F. Wyndham Maunsell, son of Mr F. H. Maunsell, of "Bridge," Masterton, has secured his M.B. degree at the Cambridge University. Mr Maunsell has been only two years and one term at the University.: [426, 961, 549, 1030]
story-paragraph: On the motion of Mr Feist, seconded by Mr Daniell, it was decided to communicate with Mr Samuel Wood, with a view to ascertaining whether his services as instructor would be available.: [286, 478, 417, 537]
divider: [1012, 708, 1068, 709]
story-paragraph: The Right Hon. A. J. Balfour, Leader of the Opposition, censured Mr Winston Churchill for withholding the military during the South Wales mining troubles. He twitted him, also, with attending the Sydney Street fire, in company with a photographer, when an attack was made upon the Socialists' Club.: [146, 778, 277, 866]
story-paragraph: The Greeks have fled, and a posse of sheriffs is pursuing them.: [286, 337, 417, 356]
story-paragraph: The Castlepoint races are over for another year, and many old identities from the coast, who look forward to this meeting as the only day of the year to relieve the monotony of station life, will go back to their whares to think over what might have happened if they had only known which horse would win the Cup. Racing, with all its glorious traditions and excitement, has its dark side and regrets. The love of that most noble animal, the horse, is many a man's downfall, through not using it in a proper sporting spirit, as was evinced last Saturday by the number of protests entered. It is difficult to understand why men who class themselves as sportsmen, rise to the rifle book and try to get the stakes on some technical point, after being honestly beaten in competition. In the Castlepoint Cup, the winner carried top weight, a stone more than the second horse, and was easily won. The win was very popular, judging by the hearty cheering for horse and rider, and yet the owner has a damper put on his honest win by being protested against.: [970, 113, 1110, 376]
divider: [730, 964, 781, 965]
column-black-death: [553, 30, 687, 1682]
subheading: REDUCTION VOTES REVERSED.: [713, 982, 798, 1002]
story-paragraph: Grand total ............................ 332: [558, 643, 672, 653]
scorecard: [558, 488, 683, 683]
subheading: ANOTHER INCREASE IN ESTIMATES.: [160, 1335, 263, 1354]
agency-line: United Press Association—By Electric Telegraph—Copyright.: [286, 97, 410, 116]
divider: [1012, 380, 1068, 381]
divider: [596, 1204, 646, 1205]
story-paragraph: Messrs Dalgety and Co., Ltd., held their usual weekly stock sale in Pahiatua yesterday, when they offered a heavy yarding of sheep, which met with a very dull sale, and in consequence nearly the whole of the entry was passed in at auction. We quote:— Cull lambs, 3s, 3s 3d, 3s 9d to 4s; 2-tooth wethers, small, 10s 6d to 11s; 2-tooth ewes, good, 12s to 13s 6d. Owing to the keen demand we have decided to hold another special sale of weaner calves in our Mangahao yards next Monday, 13th inst., when we will offer a large assortment of early calves.: [558, 1235, 684, 1401]
story-paragraph: Grand total ............................ 333: [558, 766, 672, 776]
received-line: (Received Last Night, 11.35 o'clock.): [695, 906, 816, 916]
subheading: PERSONAL: [461, 793, 514, 804]
story-paragraph: Further fighting is anticipated.: [294, 359, 396, 369]
dateline: NEW YORK, February 7.: [308, 213, 395, 223]
story-paragraph: Mr Balfour, speaking at the Constitutional Club banquet to new Unionist members of the House of Commons, repeated his pledge that Tariff Reform would not be enforced without being first submitted to the people. The referendum ought, he said, to be a permanent part of the Constitution, not only for the dividing of grave differences between the two Houses, but for settling certain other questions which it was expedient to withdraw from the people but were improper matters for ordinary Budgets. The Unionists were not less strongly favourable to preference because of the colonies because of the Canadian-United States agreement.: [146, 1598, 278, 1773]
subheading: TRAIN WRECKED.: [712, 1144, 799, 1155]
tennis-subheading: CLUB FORMED AT TE WHARAU.: [25, 1460, 116, 1479]
story-paragraph: A Parliament Bill.: [154, 610, 215, 620]
story-paragraph: Matthews, run out ................... 4: [558, 536, 668, 546]
dateline: SYDNEY, February 7.: [718, 1016, 793, 1026]
story-paragraph: Mr J. D. Cruickshank, until recently in Masterton, has intimated his intention of becoming a candidate for one of the Wairarapa seats on the Wellington Harbour Board.: [426, 900, 549, 959]
received-line: (Received Last Night, 11.35 o'clock.): [151, 1369, 272, 1379]
baby-heading: BABY BURNT WITH RED HOT IRON.: [14, 1618, 127, 1639]
story-paragraph: The President of the Court dictated a letter.: [692, 276, 819, 296]
divider: [325, 748, 377, 749]
story-paragraph: Ten members of the Russian Medical Corps at Harbin were stricken yesterday.: [558, 247, 683, 277]
story-paragraph: Mr A. Henderson, jeweller, of Queen Street, invites the ladies to inspect his splendid range of fashionable handbags, the large square ones being the latest. These are to be had in all colours at reasonable prices. Mr Henderson being a direct importer. A fashionable bag completes a lady's costume.: [4, 920, 137, 1008]
story-body: [286, 225, 417, 383]
subheading: MASTERTON TECHNICAL SCHOOL.: [560, 833, 681, 855]
story-paragraph: Bowling analysis:—Faulkner 7 for 20, Sinclair 2 for 13, Pegler 2 for 25, Vogler 0 for 18, Snooke 0 for 1.: [558, 653, 682, 682]
subheading: TESTING A PRISONER'S WRITING.: [705, 178, 806, 198]
subheading: AN AUSTRALIAN DESTROYER.: [716, 775, 795, 796]
scorecard: [558, 698, 683, 796]
subheading: MAN AND BOY DROWNED.: [430, 189, 545, 198]
story-paragraph: The Scott Motor Agency have the above cars—universally acknowledged to be England's premier product—on view at their Garage, 97 Cuba Street, Wellington. The continental Napiers have a world-wide reputation as the most reliable car now being manufactured.: [970, 1180, 1110, 1249]
received-line: (Received Last Night, 8.45 o'clock.): [562, 409, 679, 419]
story-paragraph: The Dawson, one of the head waters of the Fitzroy river, is 42 feet high, while the Fitzroy at Rockhampton is still rising at the rate of two inches an hour.: [426, 280, 549, 329]
received-line: (Received Last Night, 11.35 o'clock.): [695, 693, 816, 703]
story-body: [558, 870, 683, 1200]
ad-text: M. J. BROOKES, North Island Manager. Local Representative: Ian and Goddard, next Club Hotel.: [973, 1120, 1107, 1149]
dateline: LONDON, February 7.: [716, 706, 795, 716]
column-nz-telegrams: [823, 30, 965, 1544]
